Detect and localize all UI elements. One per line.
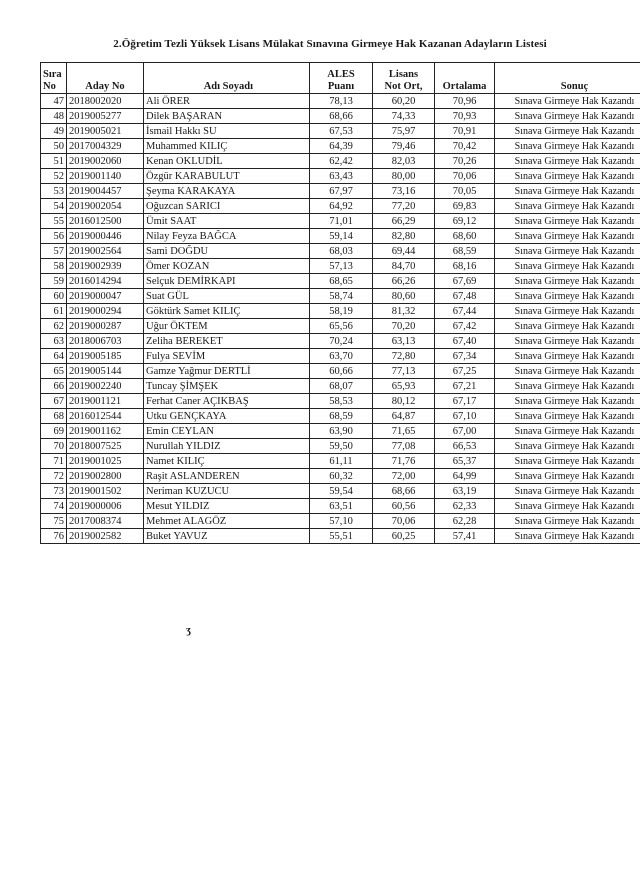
cell-ortalama: 69,12 <box>435 214 495 229</box>
cell-lisans-not-ort: 79,46 <box>373 139 435 154</box>
cell-sira-no: 54 <box>41 199 67 214</box>
cell-ales-puani: 57,10 <box>310 514 373 529</box>
page-title: 2.Öğretim Tezli Yüksek Lisans Mülakat Sınavına Girmeye Hak Kazanan Adayların Listesi <box>113 38 547 50</box>
cell-aday-no: 2017004329 <box>67 139 144 154</box>
table-header-row <box>41 63 640 94</box>
cell-sira-no: 67 <box>41 394 67 409</box>
cell-adi-soyadi: Mehmet ALAGÖZ <box>144 514 310 529</box>
cell-adi-soyadi: Zeliha BEREKET <box>144 334 310 349</box>
cell-sonuc: Sınava Girmeye Hak Kazandı <box>495 274 640 289</box>
cell-adi-soyadi: Selçuk DEMİRKAPI <box>144 274 310 289</box>
cell-adi-soyadi: Neriman KUZUCU <box>144 484 310 499</box>
header-lisans-not-ort <box>373 63 435 94</box>
cell-ales-puani: 78,13 <box>310 94 373 109</box>
cell-lisans-not-ort: 77,20 <box>373 199 435 214</box>
cell-sonuc: Sınava Girmeye Hak Kazandı <box>495 529 640 544</box>
cell-ales-puani: 58,74 <box>310 289 373 304</box>
cell-ortalama: 70,06 <box>435 169 495 184</box>
cell-adi-soyadi: Utku GENÇKAYA <box>144 409 310 424</box>
cell-sira-no: 65 <box>41 364 67 379</box>
cell-sonuc: Sınava Girmeye Hak Kazandı <box>495 379 640 394</box>
cell-lisans-not-ort: 70,20 <box>373 319 435 334</box>
cell-ales-puani: 59,14 <box>310 229 373 244</box>
cell-aday-no: 2019001162 <box>67 424 144 439</box>
results-table <box>40 62 640 544</box>
cell-sira-no: 55 <box>41 214 67 229</box>
cell-sira-no: 56 <box>41 229 67 244</box>
cell-aday-no: 2018007525 <box>67 439 144 454</box>
cell-aday-no: 2019001502 <box>67 484 144 499</box>
cell-sonuc: Sınava Girmeye Hak Kazandı <box>495 424 640 439</box>
cell-sonuc: Sınava Girmeye Hak Kazandı <box>495 409 640 424</box>
table-row <box>41 469 640 484</box>
cell-aday-no: 2019000006 <box>67 499 144 514</box>
cell-adi-soyadi: Ümit SAAT <box>144 214 310 229</box>
cell-aday-no: 2019002582 <box>67 529 144 544</box>
cell-adi-soyadi: Kenan OKLUDİL <box>144 154 310 169</box>
table-row <box>41 409 640 424</box>
cell-sonuc: Sınava Girmeye Hak Kazandı <box>495 319 640 334</box>
table-row <box>41 259 640 274</box>
cell-ales-puani: 64,39 <box>310 139 373 154</box>
cell-sonuc: Sınava Girmeye Hak Kazandı <box>495 304 640 319</box>
cell-adi-soyadi: Özgür KARABULUT <box>144 169 310 184</box>
cell-aday-no: 2018006703 <box>67 334 144 349</box>
cell-ortalama: 70,05 <box>435 184 495 199</box>
cell-sonuc: Sınava Girmeye Hak Kazandı <box>495 514 640 529</box>
table-row <box>41 514 640 529</box>
cell-ales-puani: 62,42 <box>310 154 373 169</box>
table-row <box>41 424 640 439</box>
cell-adi-soyadi: Şeyma KARAKAYA <box>144 184 310 199</box>
header-lisans-line2: Not Ort, <box>384 81 423 92</box>
table-row <box>41 394 640 409</box>
cell-adi-soyadi: Ömer KOZAN <box>144 259 310 274</box>
cell-ortalama: 67,40 <box>435 334 495 349</box>
cell-sira-no: 52 <box>41 169 67 184</box>
table-row <box>41 304 640 319</box>
cell-sonuc: Sınava Girmeye Hak Kazandı <box>495 109 640 124</box>
cell-lisans-not-ort: 82,03 <box>373 154 435 169</box>
cell-sira-no: 58 <box>41 259 67 274</box>
cell-sira-no: 63 <box>41 334 67 349</box>
cell-sonuc: Sınava Girmeye Hak Kazandı <box>495 484 640 499</box>
cell-sira-no: 49 <box>41 124 67 139</box>
cell-adi-soyadi: Dilek BAŞARAN <box>144 109 310 124</box>
cell-sira-no: 47 <box>41 94 67 109</box>
cell-adi-soyadi: Nurullah YILDIZ <box>144 439 310 454</box>
cell-sira-no: 60 <box>41 289 67 304</box>
cell-lisans-not-ort: 66,26 <box>373 274 435 289</box>
cell-ales-puani: 71,01 <box>310 214 373 229</box>
cell-aday-no: 2019005144 <box>67 364 144 379</box>
cell-sira-no: 73 <box>41 484 67 499</box>
cell-ales-puani: 58,53 <box>310 394 373 409</box>
cell-lisans-not-ort: 66,29 <box>373 214 435 229</box>
table-row <box>41 139 640 154</box>
header-ortalama: Ortalama <box>435 63 495 94</box>
cell-ales-puani: 68,03 <box>310 244 373 259</box>
cell-lisans-not-ort: 80,00 <box>373 169 435 184</box>
cell-aday-no: 2019004457 <box>67 184 144 199</box>
cell-aday-no: 2019002800 <box>67 469 144 484</box>
cell-sira-no: 62 <box>41 319 67 334</box>
cell-sira-no: 61 <box>41 304 67 319</box>
cell-aday-no: 2019001140 <box>67 169 144 184</box>
table-row <box>41 289 640 304</box>
cell-adi-soyadi: Namet KILIÇ <box>144 454 310 469</box>
cell-lisans-not-ort: 72,00 <box>373 469 435 484</box>
cell-sonuc: Sınava Girmeye Hak Kazandı <box>495 139 640 154</box>
cell-aday-no: 2019002939 <box>67 259 144 274</box>
cell-sonuc: Sınava Girmeye Hak Kazandı <box>495 259 640 274</box>
table-row <box>41 454 640 469</box>
cell-sira-no: 75 <box>41 514 67 529</box>
cell-ales-puani: 59,50 <box>310 439 373 454</box>
table-row <box>41 214 640 229</box>
cell-adi-soyadi: Ali ÖRER <box>144 94 310 109</box>
cell-sira-no: 70 <box>41 439 67 454</box>
table-row <box>41 379 640 394</box>
cell-adi-soyadi: Oğuzcan SARICI <box>144 199 310 214</box>
header-ales-line1: ALES <box>327 69 355 80</box>
cell-sonuc: Sınava Girmeye Hak Kazandı <box>495 124 640 139</box>
cell-ales-puani: 70,24 <box>310 334 373 349</box>
cell-ales-puani: 60,66 <box>310 364 373 379</box>
cell-lisans-not-ort: 60,25 <box>373 529 435 544</box>
cell-ortalama: 67,42 <box>435 319 495 334</box>
cell-ales-puani: 63,51 <box>310 499 373 514</box>
cell-adi-soyadi: Sami DOĞDU <box>144 244 310 259</box>
cell-ales-puani: 55,51 <box>310 529 373 544</box>
cell-ortalama: 67,69 <box>435 274 495 289</box>
cell-ales-puani: 63,70 <box>310 349 373 364</box>
cell-sonuc: Sınava Girmeye Hak Kazandı <box>495 94 640 109</box>
cell-ales-puani: 63,90 <box>310 424 373 439</box>
cell-sonuc: Sınava Girmeye Hak Kazandı <box>495 364 640 379</box>
cell-sira-no: 64 <box>41 349 67 364</box>
cell-lisans-not-ort: 73,16 <box>373 184 435 199</box>
cell-lisans-not-ort: 84,70 <box>373 259 435 274</box>
cell-ortalama: 70,26 <box>435 154 495 169</box>
header-ales-line2: Puanı <box>327 81 355 92</box>
cell-lisans-not-ort: 72,80 <box>373 349 435 364</box>
cell-ales-puani: 65,56 <box>310 319 373 334</box>
cell-lisans-not-ort: 71,76 <box>373 454 435 469</box>
cell-sira-no: 48 <box>41 109 67 124</box>
cell-lisans-not-ort: 77,13 <box>373 364 435 379</box>
table-row <box>41 529 640 544</box>
cell-aday-no: 2019001121 <box>67 394 144 409</box>
cell-sira-no: 59 <box>41 274 67 289</box>
cell-adi-soyadi: Ferhat Caner AÇIKBAŞ <box>144 394 310 409</box>
cell-adi-soyadi: Muhammed KILIÇ <box>144 139 310 154</box>
cell-aday-no: 2019000446 <box>67 229 144 244</box>
cell-aday-no: 2019002564 <box>67 244 144 259</box>
cell-lisans-not-ort: 80,60 <box>373 289 435 304</box>
cell-aday-no: 2019005277 <box>67 109 144 124</box>
cell-adi-soyadi: Raşit ASLANDEREN <box>144 469 310 484</box>
cell-aday-no: 2019000047 <box>67 289 144 304</box>
table-row <box>41 364 640 379</box>
cell-ortalama: 64,99 <box>435 469 495 484</box>
table-row <box>41 334 640 349</box>
cell-sonuc: Sınava Girmeye Hak Kazandı <box>495 289 640 304</box>
cell-aday-no: 2019000287 <box>67 319 144 334</box>
table-row <box>41 244 640 259</box>
cell-adi-soyadi: Göktürk Samet KILIÇ <box>144 304 310 319</box>
cell-aday-no: 2018002020 <box>67 94 144 109</box>
cell-ortalama: 65,37 <box>435 454 495 469</box>
cell-aday-no: 2019002054 <box>67 199 144 214</box>
cell-sira-no: 74 <box>41 499 67 514</box>
cell-ales-puani: 67,97 <box>310 184 373 199</box>
cell-sonuc: Sınava Girmeye Hak Kazandı <box>495 229 640 244</box>
cell-ortalama: 67,00 <box>435 424 495 439</box>
cell-aday-no: 2016012544 <box>67 409 144 424</box>
table-row <box>41 484 640 499</box>
cell-sonuc: Sınava Girmeye Hak Kazandı <box>495 499 640 514</box>
cell-adi-soyadi: Nilay Feyza BAĞCA <box>144 229 310 244</box>
cell-lisans-not-ort: 70,06 <box>373 514 435 529</box>
cell-sonuc: Sınava Girmeye Hak Kazandı <box>495 184 640 199</box>
cell-adi-soyadi: Fulya SEVİM <box>144 349 310 364</box>
cell-ortalama: 57,41 <box>435 529 495 544</box>
cell-ortalama: 63,19 <box>435 484 495 499</box>
table-row <box>41 199 640 214</box>
table-row <box>41 229 640 244</box>
cell-adi-soyadi: Tuncay ŞİMŞEK <box>144 379 310 394</box>
cell-lisans-not-ort: 82,80 <box>373 229 435 244</box>
cell-lisans-not-ort: 65,93 <box>373 379 435 394</box>
cell-aday-no: 2016014294 <box>67 274 144 289</box>
cell-ortalama: 67,34 <box>435 349 495 364</box>
cell-aday-no: 2019002240 <box>67 379 144 394</box>
cell-aday-no: 2019002060 <box>67 154 144 169</box>
header-sonuc: Sonuç <box>495 63 640 94</box>
cell-ales-puani: 59,54 <box>310 484 373 499</box>
cell-ortalama: 67,25 <box>435 364 495 379</box>
cell-sonuc: Sınava Girmeye Hak Kazandı <box>495 214 640 229</box>
cell-sonuc: Sınava Girmeye Hak Kazandı <box>495 154 640 169</box>
cell-aday-no: 2019001025 <box>67 454 144 469</box>
cell-sira-no: 72 <box>41 469 67 484</box>
cell-ales-puani: 60,32 <box>310 469 373 484</box>
cell-sonuc: Sınava Girmeye Hak Kazandı <box>495 334 640 349</box>
cell-sonuc: Sınava Girmeye Hak Kazandı <box>495 199 640 214</box>
cell-aday-no: 2017008374 <box>67 514 144 529</box>
cell-lisans-not-ort: 60,56 <box>373 499 435 514</box>
cell-sira-no: 69 <box>41 424 67 439</box>
cell-lisans-not-ort: 69,44 <box>373 244 435 259</box>
cell-ales-puani: 68,65 <box>310 274 373 289</box>
cell-sira-no: 68 <box>41 409 67 424</box>
cell-lisans-not-ort: 80,12 <box>373 394 435 409</box>
cell-ales-puani: 57,13 <box>310 259 373 274</box>
header-ales-puani <box>310 63 373 94</box>
cell-sira-no: 76 <box>41 529 67 544</box>
cell-ortalama: 67,44 <box>435 304 495 319</box>
cell-sonuc: Sınava Girmeye Hak Kazandı <box>495 439 640 454</box>
cell-aday-no: 2016012500 <box>67 214 144 229</box>
cell-aday-no: 2019000294 <box>67 304 144 319</box>
cell-ales-puani: 68,66 <box>310 109 373 124</box>
cell-ortalama: 67,48 <box>435 289 495 304</box>
stray-mark: ʒ <box>186 624 192 636</box>
cell-lisans-not-ort: 74,33 <box>373 109 435 124</box>
table-row <box>41 349 640 364</box>
cell-adi-soyadi: İsmail Hakkı SU <box>144 124 310 139</box>
cell-lisans-not-ort: 63,13 <box>373 334 435 349</box>
cell-lisans-not-ort: 68,66 <box>373 484 435 499</box>
cell-ortalama: 69,83 <box>435 199 495 214</box>
cell-adi-soyadi: Buket YAVUZ <box>144 529 310 544</box>
cell-ales-puani: 64,92 <box>310 199 373 214</box>
header-lisans-line1: Lisans <box>388 69 419 80</box>
cell-ortalama: 68,60 <box>435 229 495 244</box>
cell-adi-soyadi: Emin CEYLAN <box>144 424 310 439</box>
table-row <box>41 154 640 169</box>
header-aday-no: Aday No <box>67 63 144 94</box>
cell-ales-puani: 58,19 <box>310 304 373 319</box>
cell-ortalama: 70,91 <box>435 124 495 139</box>
table-row <box>41 499 640 514</box>
cell-ales-puani: 61,11 <box>310 454 373 469</box>
cell-lisans-not-ort: 71,65 <box>373 424 435 439</box>
cell-sonuc: Sınava Girmeye Hak Kazandı <box>495 454 640 469</box>
cell-sonuc: Sınava Girmeye Hak Kazandı <box>495 469 640 484</box>
cell-ales-puani: 63,43 <box>310 169 373 184</box>
cell-lisans-not-ort: 64,87 <box>373 409 435 424</box>
cell-ales-puani: 68,59 <box>310 409 373 424</box>
cell-ortalama: 67,10 <box>435 409 495 424</box>
cell-sira-no: 51 <box>41 154 67 169</box>
cell-ortalama: 70,42 <box>435 139 495 154</box>
cell-ortalama: 67,17 <box>435 394 495 409</box>
cell-sonuc: Sınava Girmeye Hak Kazandı <box>495 349 640 364</box>
cell-lisans-not-ort: 60,20 <box>373 94 435 109</box>
header-sira-line1: Sıra <box>43 69 62 80</box>
cell-ortalama: 67,21 <box>435 379 495 394</box>
cell-sira-no: 57 <box>41 244 67 259</box>
cell-ortalama: 70,96 <box>435 94 495 109</box>
cell-lisans-not-ort: 77,08 <box>373 439 435 454</box>
cell-ortalama: 62,33 <box>435 499 495 514</box>
cell-ortalama: 68,59 <box>435 244 495 259</box>
table-row <box>41 439 640 454</box>
header-adi-soyadi: Adı Soyadı <box>144 63 310 94</box>
header-sira-line2: No <box>43 81 56 92</box>
cell-ortalama: 68,16 <box>435 259 495 274</box>
table-row <box>41 94 640 109</box>
table-row <box>41 124 640 139</box>
table-row <box>41 319 640 334</box>
cell-ortalama: 62,28 <box>435 514 495 529</box>
table-row <box>41 184 640 199</box>
cell-sira-no: 66 <box>41 379 67 394</box>
cell-sonuc: Sınava Girmeye Hak Kazandı <box>495 244 640 259</box>
cell-adi-soyadi: Gamze Yağmur DERTLİ <box>144 364 310 379</box>
cell-aday-no: 2019005021 <box>67 124 144 139</box>
cell-lisans-not-ort: 81,32 <box>373 304 435 319</box>
cell-lisans-not-ort: 75,97 <box>373 124 435 139</box>
cell-aday-no: 2019005185 <box>67 349 144 364</box>
cell-ortalama: 70,93 <box>435 109 495 124</box>
cell-sonuc: Sınava Girmeye Hak Kazandı <box>495 394 640 409</box>
cell-ales-puani: 67,53 <box>310 124 373 139</box>
cell-adi-soyadi: Uğur ÖKTEM <box>144 319 310 334</box>
cell-sira-no: 53 <box>41 184 67 199</box>
table-row <box>41 169 640 184</box>
table-row <box>41 109 640 124</box>
cell-sonuc: Sınava Girmeye Hak Kazandı <box>495 169 640 184</box>
cell-ortalama: 66,53 <box>435 439 495 454</box>
table-row <box>41 274 640 289</box>
header-sira-no <box>41 63 67 94</box>
cell-sira-no: 50 <box>41 139 67 154</box>
cell-ales-puani: 68,07 <box>310 379 373 394</box>
cell-adi-soyadi: Suat GÜL <box>144 289 310 304</box>
cell-adi-soyadi: Mesut YILDIZ <box>144 499 310 514</box>
cell-sira-no: 71 <box>41 454 67 469</box>
